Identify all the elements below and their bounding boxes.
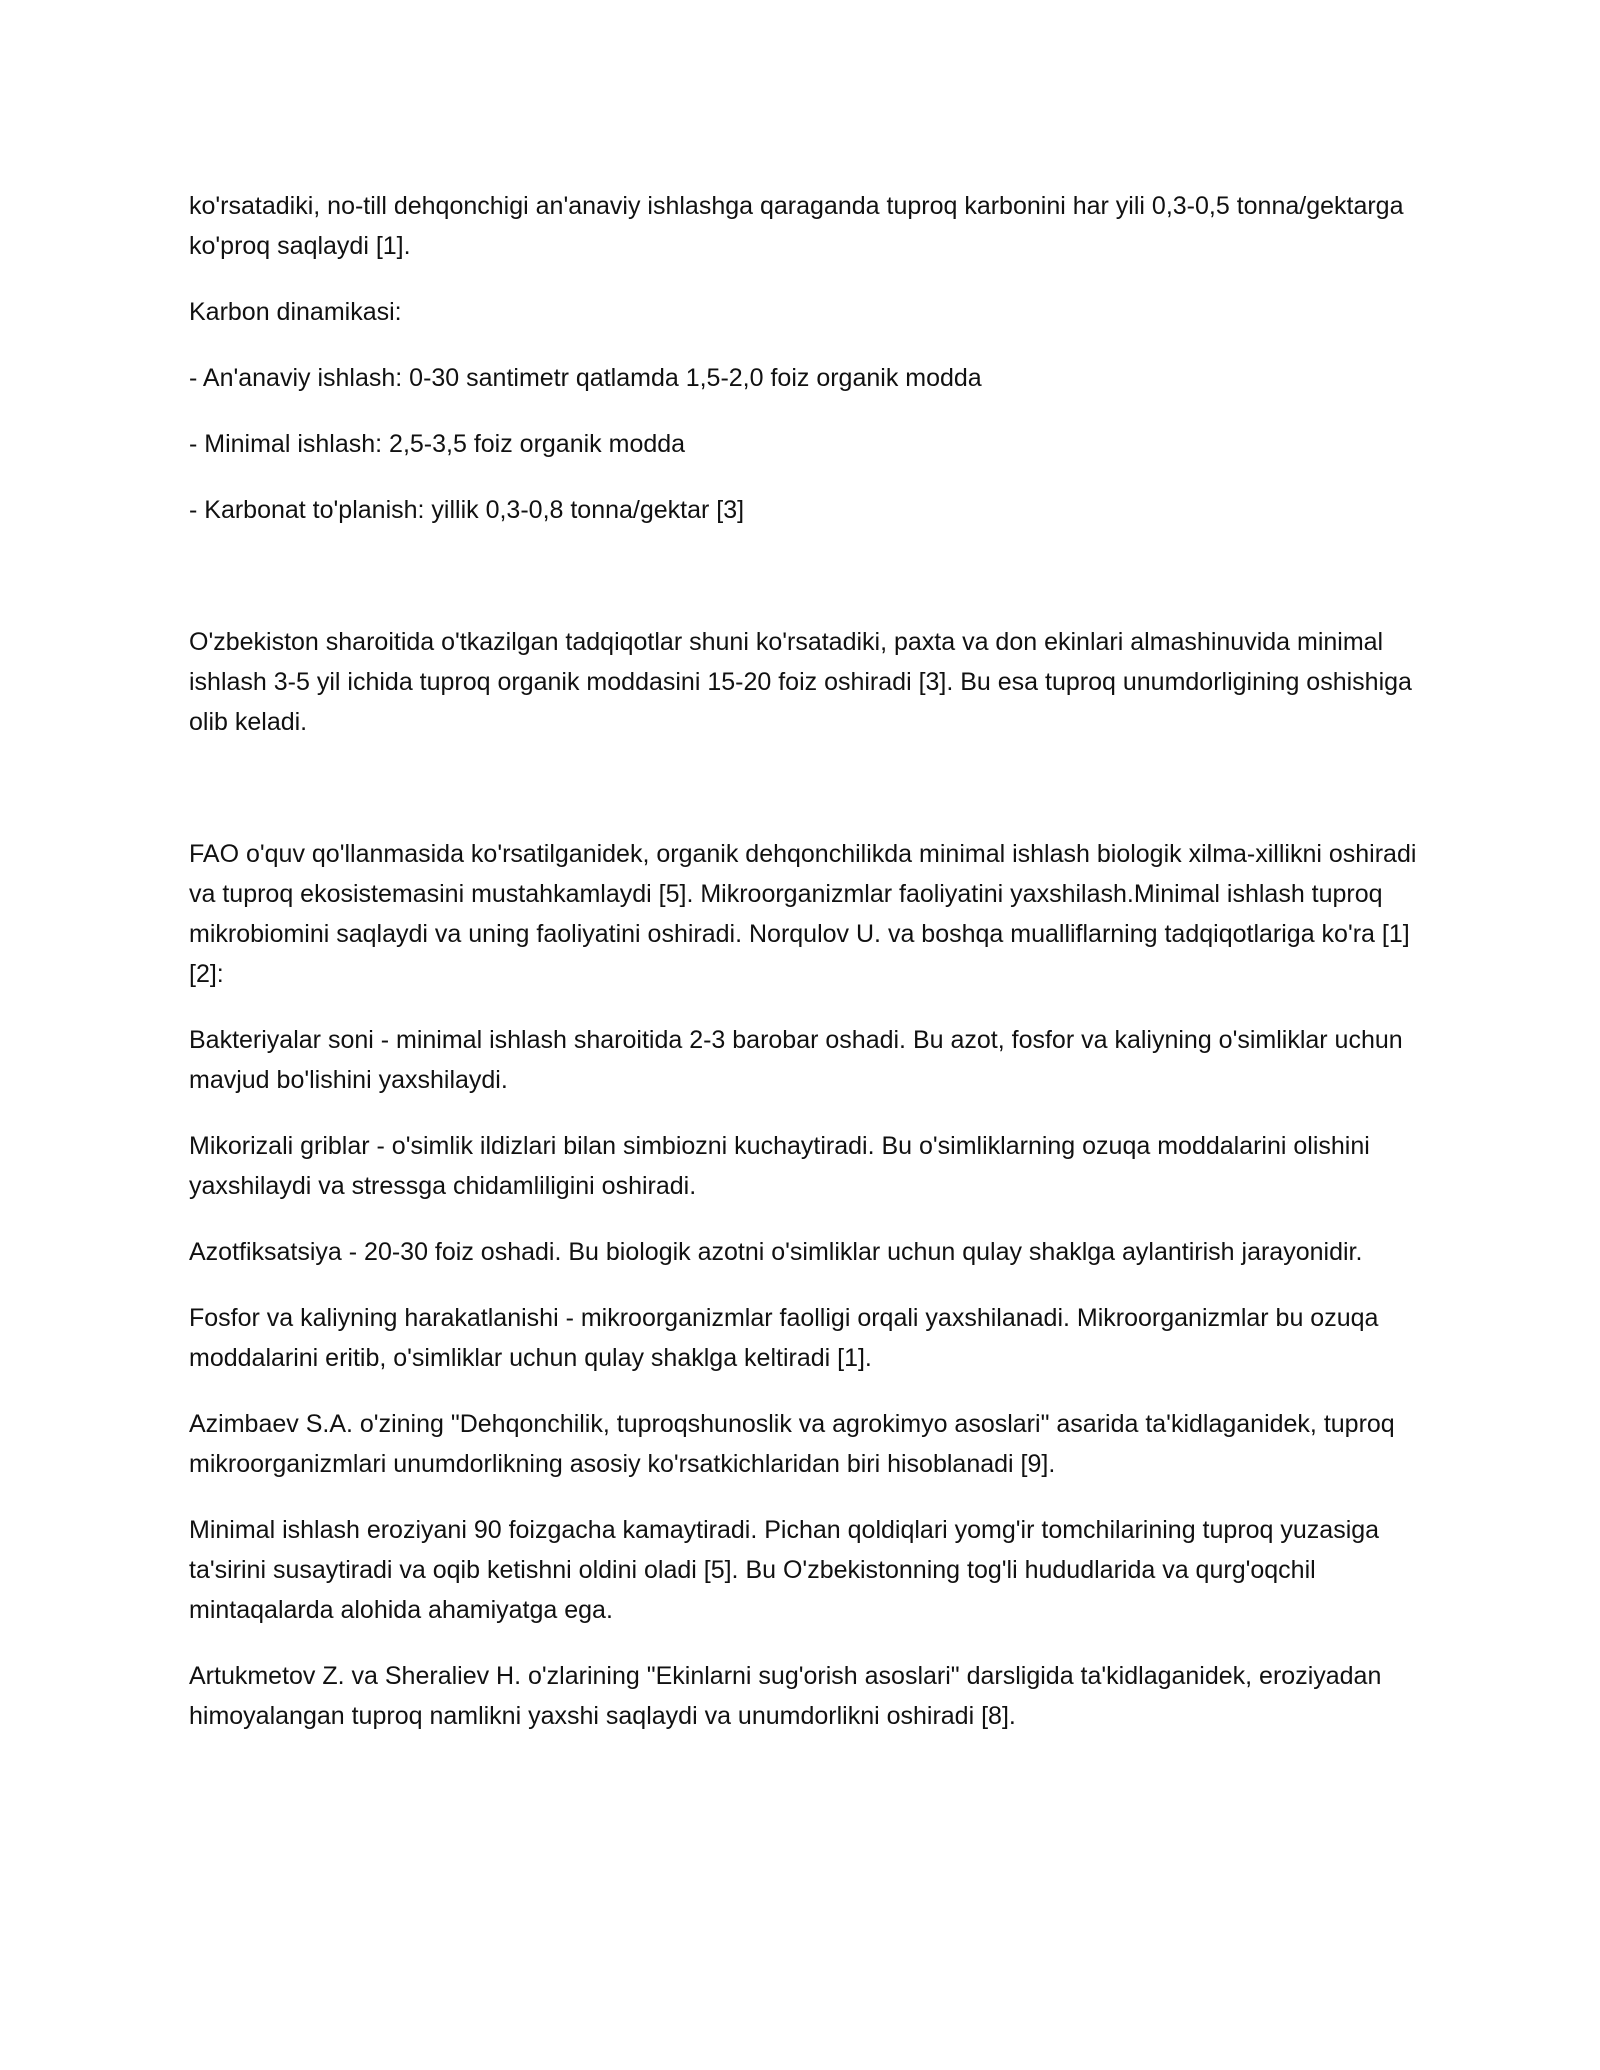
paragraph-uzbekistan-research: O'zbekiston sharoitida o'tkazilgan tadqiqotlar shuni ko'rsatadiki, paxta va don ekinlari almashinuvida minimal ishlash 3-5 yil ichida tuproq organik moddasini 15-20 foiz oshiradi [3]. Bu esa tuproq unumdorligining oshishiga olib keladi. (189, 628, 1412, 736)
paragraph-carbon-heading: Karbon dinamikasi: (189, 298, 402, 326)
paragraph-bacteria: Bakteriyalar soni - minimal ishlash sharoitida 2-3 barobar oshadi. Bu azot, fosfor va kaliyning o'simliklar uchun mavjud bo'lishini yaxshilaydi. (189, 1026, 1403, 1094)
paragraph-fao: FAO o'quv qo'llanmasida ko'rsatilganidek, organik dehqonchilikda minimal ishlash biologik xilma-xillikni oshiradi va tuproq ekosistemasini mustahkamlaydi [5]. Mikroorganizmlar faoliyatini yaxshilash.Minimal ishlash tuproq mikrobiomini saqlaydi va uning faoliyatini oshiradi. Norqulov U. va boshqa mualliflarning tadqiqotlariga ko'ra [1][2]: (189, 840, 1417, 988)
list-item-conventional: - An'anaviy ishlash: 0-30 santimetr qatlamda 1,5-2,0 foiz organik modda (189, 364, 982, 392)
document-body (189, 186, 1419, 1762)
paragraph-phosphorus-potassium: Fosfor va kaliyning harakatlanishi - mikroorganizmlar faolligi orqali yaxshilanadi. Mikroorganizmlar bu ozuqa moddalarini eritib, o'simliklar uchun qulay shaklga keltiradi [1]. (189, 1304, 1379, 1372)
list-item-minimal: - Minimal ishlash: 2,5-3,5 foiz organik modda (189, 430, 686, 458)
paragraph-carbon-intro: ko'rsatadiki, no-till dehqonchigi an'anaviy ishlashga qaraganda tuproq karbonini har yili 0,3-0,5 tonna/gektarga ko'proq saqlaydi [1]. (189, 192, 1404, 260)
paragraph-erosion: Minimal ishlash eroziyani 90 foizgacha kamaytiradi. Pichan qoldiqlari yomg'ir tomchilarining tuproq yuzasiga ta'sirini susaytiradi va oqib ketishni oldini oladi [5]. Bu O'zbekistonning tog'li hududlarida va qurg'oqchil mintaqalarda alohida ahamiyatga ega. (189, 1516, 1380, 1624)
paragraph-mycorrhiza: Mikorizali griblar - o'simlik ildizlari bilan simbiozni kuchaytiradi. Bu o'simliklarning ozuqa moddalarini olishini yaxshilaydi va stressga chidamliligini oshiradi. (189, 1132, 1370, 1200)
paragraph-azimbaev: Azimbaev S.A. o'zining "Dehqonchilik, tuproqshunoslik va agrokimyo asoslari" asarida ta'kidlaganidek, tuproq mikroorganizmlari unumdorlikning asosiy ko'rsatkichlaridan biri hisoblanadi [9]. (189, 1410, 1395, 1478)
paragraph-artukmetov: Artukmetov Z. va Sheraliev H. o'zlarining "Ekinlarni sug'orish asoslari" darsligida ta'kidlaganidek, eroziyadan himoyalangan tuproq namlikni yaxshi saqlaydi va unumdorlikni oshiradi [8]. (189, 1662, 1382, 1730)
list-item-carbonate: - Karbonat to'planish: yillik 0,3-0,8 tonna/gektar [3] (189, 496, 745, 524)
paragraph-nitrogen-fixation: Azotfiksatsiya - 20-30 foiz oshadi. Bu biologik azotni o'simliklar uchun qulay shaklga aylantirish jarayonidir. (189, 1238, 1363, 1266)
